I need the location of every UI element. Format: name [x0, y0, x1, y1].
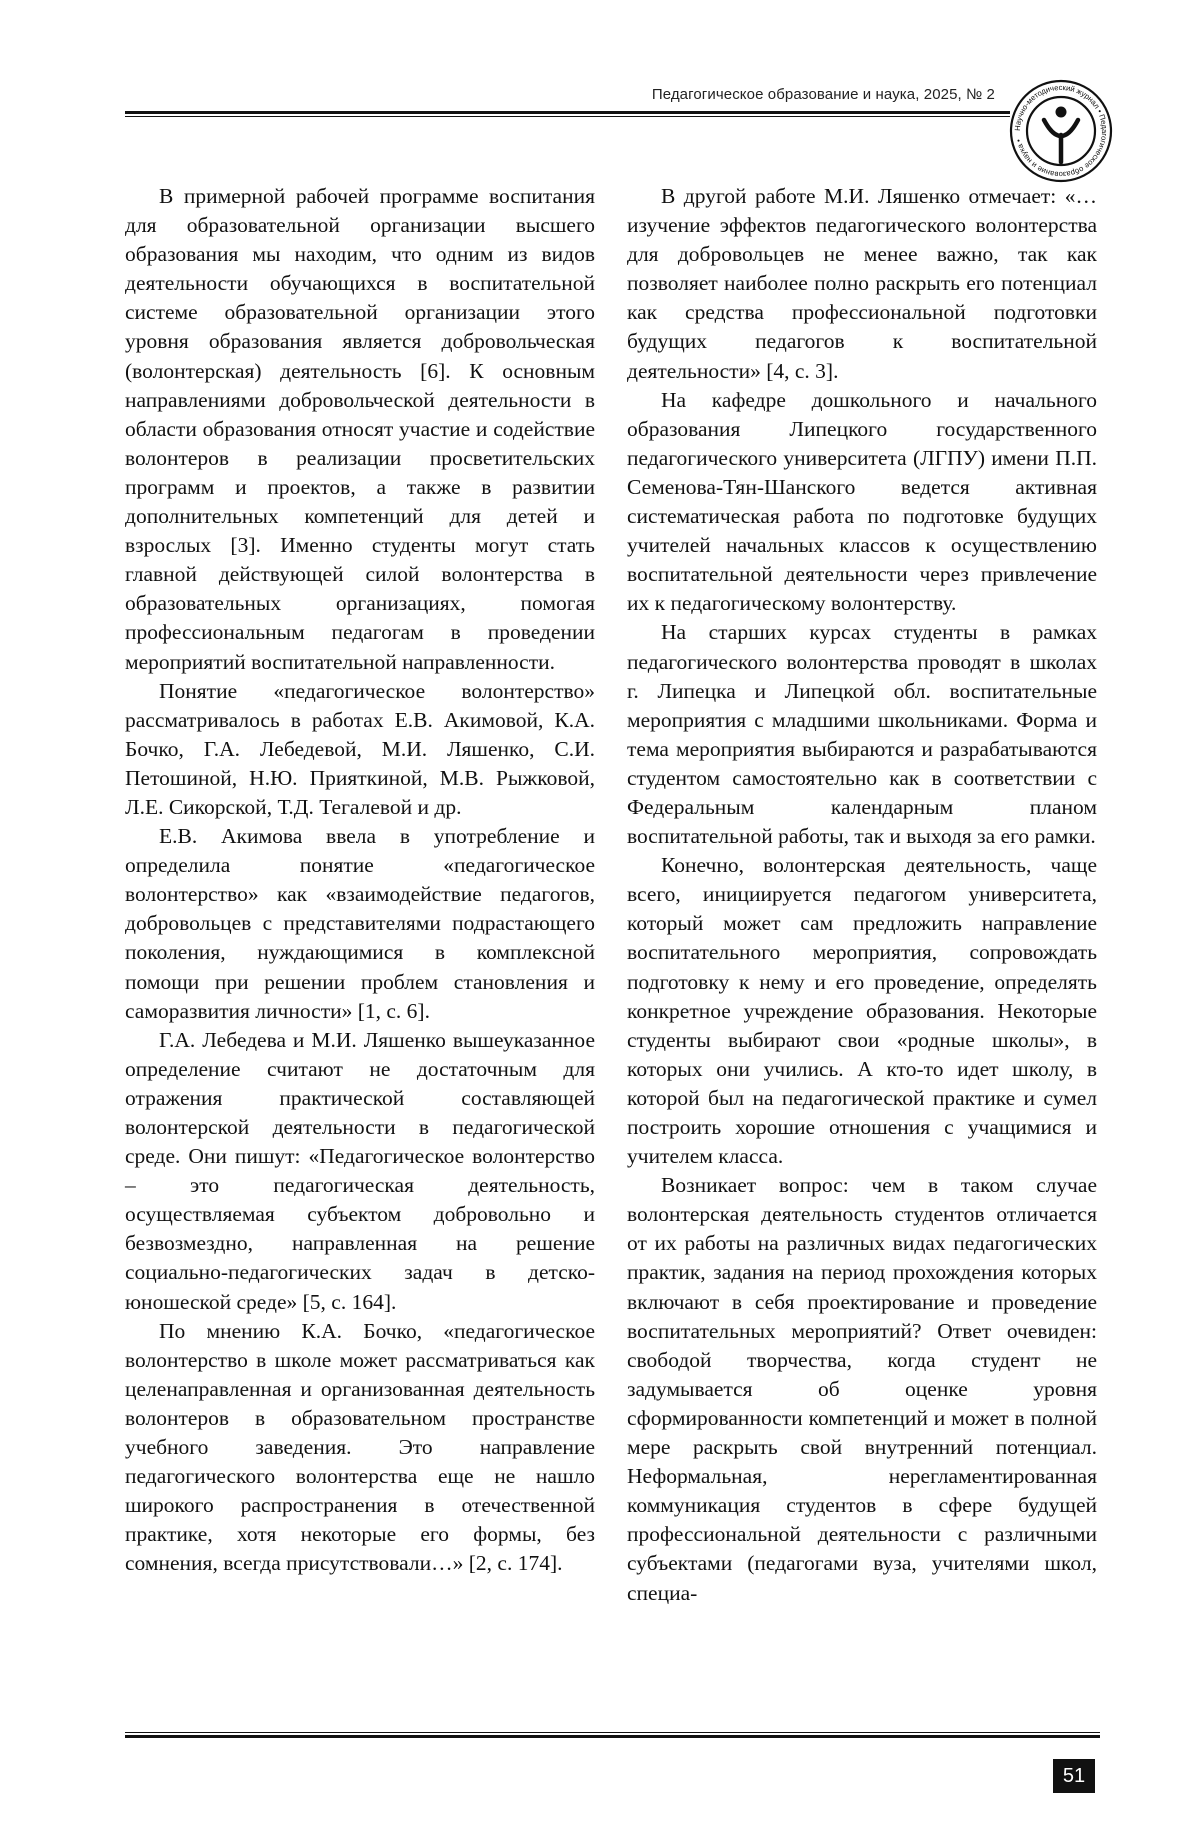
right-column	[627, 182, 1097, 1608]
running-head: Педагогическое образование и наука, 2025, № 2	[651, 86, 995, 103]
paragraph: В другой работе М.И. Ляшенко отмечает: «…изучение эффектов педагогического волонтерства для добровольцев не менее важно, так как позволяет наиболее полно раскрыть его потенциал как средства профессиональной подготовки будущих педагогов к воспитательной деятельности» [4, с. 3].	[627, 184, 1097, 383]
paragraph: По мнению К.А. Бочко, «педагогическое волонтерство в школе может рассматриваться как целенаправленная и организованная деятельность волонтеров в образовательном пространстве учебного заведения. Это направление педагогического волонтерства еще не нашло широкого распространения в отечественной практике, хотя некоторые его формы, без сомнения, всегда присутствовали…» [2, с. 174].	[125, 1318, 595, 1576]
left-column	[125, 182, 595, 1579]
svg-text:Научно-методический журнал • П: Научно-методический журнал • Педагогическое образование и наука •	[1012, 82, 1110, 180]
paragraph: Г.А. Лебедева и М.И. Ляшенко вышеуказанное определение считают не достаточным для отражения практической составляющей волонтерской деятельности в педагогической среде. Они пишут: «Педагогическое волонтерство – это педагогическая деятельность, осуществляемая субъектом добровольно и безвозмездно, направленная на решение социально-педагогических задач в детско-юношеской среде» [5, с. 164].	[125, 1027, 595, 1314]
footer-rule	[125, 1732, 1100, 1738]
paragraph: На старших курсах студенты в рамках педагогического волонтерства проводят в школах г. Липецка и Липецкой обл. воспитательные мероприятия с младшими школьниками. Форма и тема мероприятия выбираются и разрабатываются студентом самостоятельно как в соответствии с Федеральным календарным планом воспитательной работы, так и выходя за его рамки.	[627, 620, 1097, 849]
paragraph: Е.В. Акимова ввела в употребление и определила понятие «педагогическое волонтерство» как «взаимодействие педагогов, добровольцев с представителями подрастающего поколения, нуждающимися в комплексной помощи при решении проблем становления и саморазвития личности» [1, с. 6].	[125, 824, 595, 1023]
paragraph: Конечно, волонтерская деятельность, чаще всего, инициируется педагогом университета, который может сам предложить направление воспитательного мероприятия, сопровождать подготовку к нему и его проведение, определять конкретное учреждение образования. Некоторые студенты выбирают свои «родные школы», в которых они учились. А кто-то идет школу, в которой был на педагогической практике и сумел построить хорошие отношения с учащимися и учителем класса.	[627, 853, 1097, 1169]
paragraph: На кафедре дошкольного и начального образования Липецкого государственного педагогического университета (ЛГПУ) имени П.П. Семенова-Тян-Шанского ведется активная систематическая работа по подготовке будущих учителей начальных классов к осуществлению воспитательной деятельности через привлечение их к педагогическому волонтерству.	[627, 387, 1097, 616]
paragraph: В примерной рабочей программе воспитания для образовательной организации высшего образования мы находим, что одним из видов деятельности обучающихся в воспитательной системе образовательной организации этого уровня образования является добровольческая (волонтерская) деятельность [6]. К основным направлениями добровольческой деятельности в области образования относят участие и содействие волонтеров в реализации просветительских программ и проектов, а также в развитии дополнительных компетенций для детей и взрослых [3]. Именно студенты могут стать главной действующей силой волонтерства в образовательных организациях, помогая профессиональным педагогам в проведении мероприятий воспитательной направленности.	[125, 184, 595, 674]
journal-emblem-icon	[1008, 78, 1114, 184]
page-number: 51	[1053, 1759, 1095, 1793]
header-rule	[125, 111, 1010, 117]
paragraph: Возникает вопрос: чем в таком случае волонтерская деятельность студентов отличается от их работы на различных видах педагогических практик, задания на период прохождения которых включают в себя проектирование и проведение воспитательных мероприятий? Ответ очевиден: свободой творчества, когда студент не задумывается об оценке уровня сформированности компетенций и может в полной мере раскрыть свой внутренний потенциал. Неформальная, нерегламентированная коммуникация студентов в сфере будущей профессиональной деятельности с различными субъектами (педагогами вуза, учителями школ, специа-	[627, 1173, 1097, 1605]
paragraph: Понятие «педагогическое волонтерство» рассматривалось в работах Е.В. Акимовой, К.А. Бочко, Г.А. Лебедевой, М.И. Ляшенко, С.И. Петошиной, Н.Ю. Прияткиной, М.В. Рыжковой, Л.Е. Сикорской, Т.Д. Тегалевой и др.	[125, 678, 595, 819]
